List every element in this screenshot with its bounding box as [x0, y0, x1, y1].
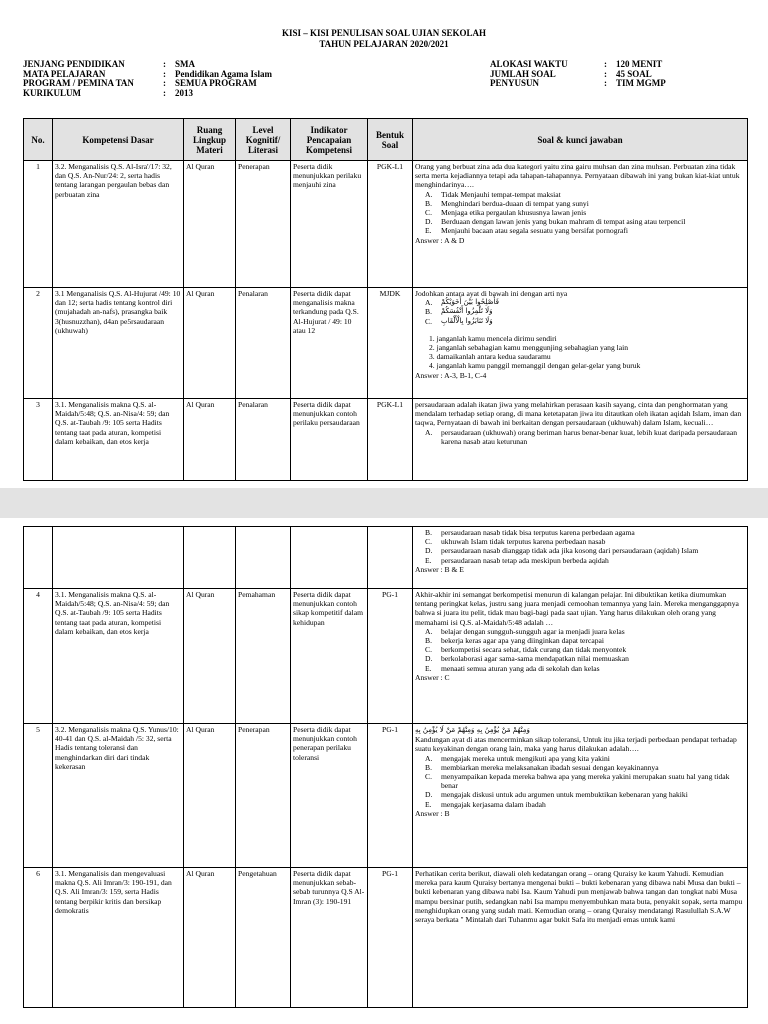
option-letter: B.: [425, 636, 432, 646]
level-kognitif: Penalaran: [236, 288, 291, 399]
question-text: Orang yang berbuat zina ada dua kategori yaitu zina gairu muhsan dan zina muhsan. Perbuatan zina tidak serta merta kejadiannya tetapi ada tahapan-tahapannya. Pernyataan dibawah ini yang bukan kiat-kiat untuk menghindarinya….: [415, 162, 740, 190]
option-letter: A.: [425, 189, 433, 199]
meaning-item: 2. janganlah sebahagian kamu menggunjing sebahagian yang lain: [429, 343, 629, 353]
option-text: berkompetisi secara sehat, tidak curang dan tidak menyontek: [441, 645, 627, 655]
table-header-row: [24, 119, 748, 161]
row-number: 1: [24, 161, 53, 288]
level-kognitif: Pengetahuan: [236, 868, 291, 1008]
info-colon: :: [604, 68, 607, 79]
page-gap: [0, 488, 768, 518]
indikator: Peserta didik dapat menunjukkan contoh penerapan perilaku toleransi: [291, 724, 368, 868]
kompetensi-dasar: 3.1. Menganalisis makna Q.S. al-Maidah/5:48; Q.S. an-Nisa/4: 59; dan Q.S. at-Taubah /9: 105 serta Hadits tentang taat pada aturan, kompetisi dalam kebaikan, dan etos kerja: [53, 589, 184, 724]
options-list: [415, 428, 745, 446]
option-text: berkolaborasi agar sama-sama mendapatkan nilai memuaskan: [441, 654, 629, 664]
arabic-item: [425, 317, 745, 326]
info-label: JENJANG PENDIDIKAN: [23, 59, 125, 69]
row-number: 4: [24, 589, 53, 724]
info-value: SEMUA PROGRAM: [175, 78, 257, 88]
answer-key: Answer : C: [415, 672, 450, 682]
bentuk-soal: PG-1: [368, 589, 413, 724]
row-number: [24, 527, 53, 589]
ruang-lingkup: Al Quran: [184, 161, 236, 288]
option-text: menaati semua aturan yang ada di sekolah dan kelas: [441, 663, 600, 673]
row-number: 2: [24, 288, 53, 399]
option-item: [425, 217, 745, 226]
row-number: 6: [24, 868, 53, 1008]
option-text: Menghindari berdua-duaan di tempat yang sunyi: [441, 198, 589, 208]
option-letter: E.: [425, 799, 432, 809]
bentuk-soal: [368, 527, 413, 589]
question-text: Kandungan ayat di atas mencerminkan sikap toleransi, Untuk itu jika terjadi perbedaan pendapat terhadap suatu keyakinan dengan orang lain, maka yang harus dilakukan adalah….: [415, 735, 737, 754]
table-row: [24, 868, 748, 1008]
option-item: [425, 537, 745, 546]
option-letter: E.: [425, 226, 432, 236]
document-year: TAHUN PELAJARAN 2020/2021: [319, 39, 449, 49]
options-list: [415, 627, 745, 673]
option-text: ukhuwah Islam tidak terputus karena perbedaan nasab: [441, 537, 606, 547]
option-letter: C.: [425, 772, 432, 782]
option-text: persaudaraan (ukhuwah) orang beriman harus benar-benar kuat, lebih kuat daripada persaudaraan karena nasab atau keturunan: [441, 427, 738, 446]
indikator: Peserta didik dapat menunjukkan contoh sikap kompetitif dalam kehidupan: [291, 589, 368, 724]
table-row: [24, 399, 748, 481]
meaning-item: 3. damaikanlah antara kedua saudaramu: [429, 352, 551, 362]
kompetensi-dasar: 3.1. Menganalisis dan mengevaluasi makna Q.S. Ali Imran/3: 190-191, dan Q.S. Ali Imran/3: 159, serta Hadis tentang berpikir kritis dan bersikap demokratis: [53, 868, 184, 1008]
option-item: [425, 763, 745, 772]
option-letter: A.: [425, 626, 433, 636]
column-header: Kompetensi Dasar: [53, 119, 184, 161]
option-letter: C.: [425, 645, 432, 655]
info-right: [490, 60, 666, 89]
info-label: PENYUSUN: [490, 78, 540, 88]
document-title: KISI – KISI PENULISAN SOAL UJIAN SEKOLAH: [281, 28, 487, 38]
arabic-text: وَلَا تَلْمِزُوا أَنْفُسَكُمْ: [441, 307, 493, 316]
options-list: [415, 754, 745, 809]
soal-cell: [413, 868, 748, 1008]
option-item: [425, 190, 745, 199]
info-value: Pendidikan Agama Islam: [175, 68, 273, 79]
row-number: 5: [24, 724, 53, 868]
bentuk-soal: PG-1: [368, 868, 413, 1008]
column-header: Indikator Pencapaian Kompetensi: [291, 119, 368, 161]
question-text: Jodohkan antara ayat di bawah ini dengan arti nya: [415, 289, 568, 298]
option-text: Menjaga etika pergaulan khususnya lawan jenis: [441, 208, 587, 218]
options-list: [415, 528, 745, 565]
option-letter: A.: [425, 298, 433, 308]
bentuk-soal: PGK-L1: [368, 399, 413, 481]
info-value: SMA: [175, 59, 195, 69]
info-label: MATA PELAJARAN: [23, 68, 106, 79]
bentuk-soal: PG-1: [368, 724, 413, 868]
option-text: membiarkan mereka melaksanakan ibadah sesuai dengan keyakinannya: [441, 762, 659, 772]
option-letter: E.: [425, 555, 432, 565]
option-text: menyampaikan kepada mereka bahwa apa yang mereka yakini merupakan suatu hal yang tidak benar: [441, 772, 730, 791]
document-page-2: [0, 518, 768, 1024]
indikator: Peserta didik dapat menunjukkan contoh perilaku persaudaraan: [291, 399, 368, 481]
option-letter: C.: [425, 316, 432, 326]
answer-key: Answer : B & E: [415, 564, 464, 574]
info-colon: :: [163, 87, 166, 98]
info-colon: :: [163, 78, 166, 88]
kompetensi-dasar: 3.2. Menganalisis Q.S. Al-Isra'/17: 32, dan Q.S. An-Nur/24: 2, serta hadis tentang larangan pergaulan bebas dan perbuatan zina: [53, 161, 184, 288]
option-letter: B.: [425, 528, 432, 537]
level-kognitif: Penerapan: [236, 724, 291, 868]
row-number: 3: [24, 399, 53, 481]
option-letter: D.: [425, 546, 433, 556]
table-row: [24, 724, 748, 868]
option-text: mengajak mereka untuk mengikuti apa yang kita yakini: [441, 753, 610, 763]
option-text: persaudaraan nasab tetap ada meskipun berbeda aqidah: [441, 555, 609, 565]
option-item: [425, 546, 745, 555]
question-text: Perhatikan cerita berikut, diawali oleh kedatangan orang – orang Quraisy ke kaum Yahudi. Kemudian mereka para kaum Quraisy bertanya mengenai bukti – bukti kebenaran yang dibawa nabi Musa dan bukti – bukti kebenaran yang dibawa nabi Isa. Kaum Yahudi pun menjawab bahwa tangan dan tongkat nabi Musa mampu bersinar putih, sedangkan nabi Isa mampu menyembuhkan mata buta, penyakit sopak, serta mampu menghidupkan orang yang sudah mati. Kemudian orang – orang Quraisy mendatangi Rasulullah S.A.W seraya berkata " Mintalah dari Tuhanmu agar bukit Safa itu menjadi emas untuk kami: [415, 869, 743, 925]
bentuk-soal: MJDK: [368, 288, 413, 399]
answer-key: Answer : A & D: [415, 235, 465, 245]
option-text: persaudaraan nasab tidak bisa terputus karena perbedaan agama: [441, 528, 635, 537]
option-letter: D.: [425, 654, 433, 664]
table-row: [24, 288, 748, 399]
info-left: [23, 60, 272, 98]
answer-key: Answer : B: [415, 808, 450, 818]
info-label: JUMLAH SOAL: [490, 68, 556, 79]
option-text: mengajak kerjasama dalam ibadah: [441, 799, 546, 809]
info-label: PROGRAM / PEMINA TAN: [23, 78, 134, 88]
column-header: Bentuk Soal: [368, 119, 413, 161]
question-text: Akhir-akhir ini semangat berkompetisi menurun di kalangan pelajar. Ini dibuktikan ketika diumumkan tentang peringkat kelas, justru sang juara menjadi cemoohan temannya yang lain. Mereka menganggapnya bahwa si juara itu pelit, tidak mau bagi-bagi pada saat ujian. Yang harus dilakukan oleh orang yang memahami isi Q.S. al-Maidah/5:48 adalah …: [415, 590, 739, 627]
info-value: 120 MENIT: [616, 59, 663, 69]
option-item: [425, 226, 745, 235]
option-letter: B.: [425, 307, 432, 317]
ruang-lingkup: Al Quran: [184, 724, 236, 868]
indikator: Peserta didik dapat menunjukkan sebab-sebab turunnya Q.S Al-Imran (3): 190-191: [291, 868, 368, 1008]
option-text: Menjauhi bacaan atau segala sesuatu yang bersifat pornografi: [441, 226, 629, 236]
option-text: bekerja keras agar apa yang diinginkan dapat tercapai: [441, 636, 604, 646]
kompetensi-dasar: [53, 527, 184, 589]
level-kognitif: Penerapan: [236, 161, 291, 288]
kompetensi-dasar: 3.2. Menganalisis makna Q.S. Yunus/10: 40-41 dan Q.S. al-Maidah /5: 32, serta Hadis tentang toleransi dan menghindarkan diri dari tindak kekerasan: [53, 724, 184, 868]
kisi-table-page-2: [23, 526, 748, 1008]
soal-cell: [413, 724, 748, 868]
option-item: [425, 664, 745, 673]
column-header: Level Kognitif/ Literasi: [236, 119, 291, 161]
kisi-table-page-1: [23, 118, 748, 481]
info-label: ALOKASI WAKTU: [490, 59, 568, 69]
option-letter: E.: [425, 663, 432, 673]
option-item: [425, 772, 745, 790]
arabic-text: فَأَصْلِحُوا بَيْنَ أَخَوَيْكُمْ: [441, 298, 500, 307]
options-list: [415, 190, 745, 236]
option-text: Berduaan dengan lawan jenis yang bukan mahram di tempat asing atau terpencil: [441, 217, 686, 227]
meaning-item: 4. janganlah kamu panggil memanggil dengan gelar-gelar yang buruk: [429, 361, 641, 371]
table-row: [24, 161, 748, 288]
ruang-lingkup: Al Quran: [184, 868, 236, 1008]
question-text: persaudaraan adalah ikatan jiwa yang melahirkan perasaan kasih sayang, cinta dan penghormatan yang mendalam terhadap setiap orang, di mana ketetapatan jiwa itu ditautkan oleh ikatan aqidah Islam, iman dan taqwa, Pernyataan di bawah ini berkaitan dengan persaudaraan (ukhuwah) dalam Islam, kecuali…: [415, 400, 742, 428]
info-value: 45 SOAL: [616, 68, 652, 79]
option-item: [425, 199, 745, 208]
option-letter: D.: [425, 790, 433, 800]
option-item: [425, 208, 745, 217]
ruang-lingkup: [184, 527, 236, 589]
option-item: [425, 636, 745, 645]
info-label: KURIKULUM: [23, 87, 81, 98]
info-value: 2013: [175, 87, 193, 98]
indikator: Peserta didik menunjukkan perilaku menjauhi zina: [291, 161, 368, 288]
soal-cell: [413, 399, 748, 481]
column-header: Soal & kunci jawaban: [413, 119, 748, 161]
option-item: [425, 428, 745, 446]
option-letter: C.: [425, 208, 432, 218]
kompetensi-dasar: 3.1. Menganalisis makna Q.S. al-Maidah/5:48; Q.S. an-Nisa/4: 59; dan Q.S. at-Taubah /9: 105 serta Hadits tentang taat pada aturan, kompetisi dalam kebaikan, dan etos kerja: [53, 399, 184, 481]
option-item: [425, 654, 745, 663]
ruang-lingkup: Al Quran: [184, 589, 236, 724]
level-kognitif: Penalaran: [236, 399, 291, 481]
column-header: Ruang Lingkup Materi: [184, 119, 236, 161]
soal-cell: [413, 288, 748, 399]
soal-cell: [413, 589, 748, 724]
option-item: [425, 754, 745, 763]
table-row: [24, 589, 748, 724]
option-letter: B.: [425, 198, 432, 208]
info-colon: :: [604, 59, 607, 69]
info-colon: :: [163, 59, 166, 69]
info-colon: :: [604, 78, 607, 88]
arabic-item: [425, 307, 745, 316]
option-item: [425, 800, 745, 809]
option-letter: C.: [425, 537, 432, 547]
answer-key: Answer : A-3, B-1, C-4: [415, 370, 487, 380]
level-kognitif: [236, 527, 291, 589]
indikator: [291, 527, 368, 589]
info-colon: :: [163, 68, 166, 79]
ruang-lingkup: Al Quran: [184, 399, 236, 481]
arabic-list: [415, 298, 745, 326]
info-value: TIM MGMP: [616, 78, 666, 88]
arabic-verse: وَمِنْهُمْ مَنْ يُؤْمِنُ بِهِ وَمِنْهُمْ مَنْ لَا يُؤْمِنُ بِهِ: [415, 726, 530, 734]
option-text: Tidak Menjauhi tempat-tempat maksiat: [441, 189, 561, 199]
option-item: [425, 528, 745, 537]
option-letter: D.: [425, 217, 433, 227]
meaning-item: 1. janganlah kamu mencela dirimu sendiri: [429, 333, 557, 343]
ruang-lingkup: Al Quran: [184, 288, 236, 399]
soal-cell: [413, 161, 748, 288]
bentuk-soal: PGK-L1: [368, 161, 413, 288]
option-item: [425, 627, 745, 636]
soal-cell: [413, 527, 748, 589]
option-text: mengajak diskusi untuk adu argumen untuk membuktikan kebenaran yang hakiki: [441, 790, 688, 800]
option-text: persaudaraan nasab dianggap tidak ada jika kosong dari persaudaraan (aqidah) Islam: [441, 546, 699, 556]
option-letter: A.: [425, 427, 433, 437]
option-text: belajar dengan sungguh-sungguh agar ia menjadi juara kelas: [441, 626, 625, 636]
option-item: [425, 645, 745, 654]
level-kognitif: Pemahaman: [236, 589, 291, 724]
option-item: [425, 790, 745, 799]
arabic-text: وَلَا تَنَابَزُوا بِالْأَلْقَابِ: [441, 316, 493, 325]
indikator: Peserta didik dapat menganalisis makna terkandung pada Q.S. Al-Hujurat / 49: 10 atau 12: [291, 288, 368, 399]
meanings-list: [415, 334, 745, 371]
option-item: [425, 556, 745, 565]
column-header: No.: [24, 119, 53, 161]
option-letter: B.: [425, 762, 432, 772]
kompetensi-dasar: 3.1 Menganalisis Q.S. Al-Hujurat /49: 10 dan 12; serta hadis tentang kontrol diri (mujahadah an-nafs), prasangka baik 3(husnuzzhan), d4an pe5rsaudaraan (ukhuwah): [53, 288, 184, 399]
table-row: [24, 527, 748, 589]
option-letter: A.: [425, 753, 433, 763]
document-page-1: [0, 0, 768, 488]
